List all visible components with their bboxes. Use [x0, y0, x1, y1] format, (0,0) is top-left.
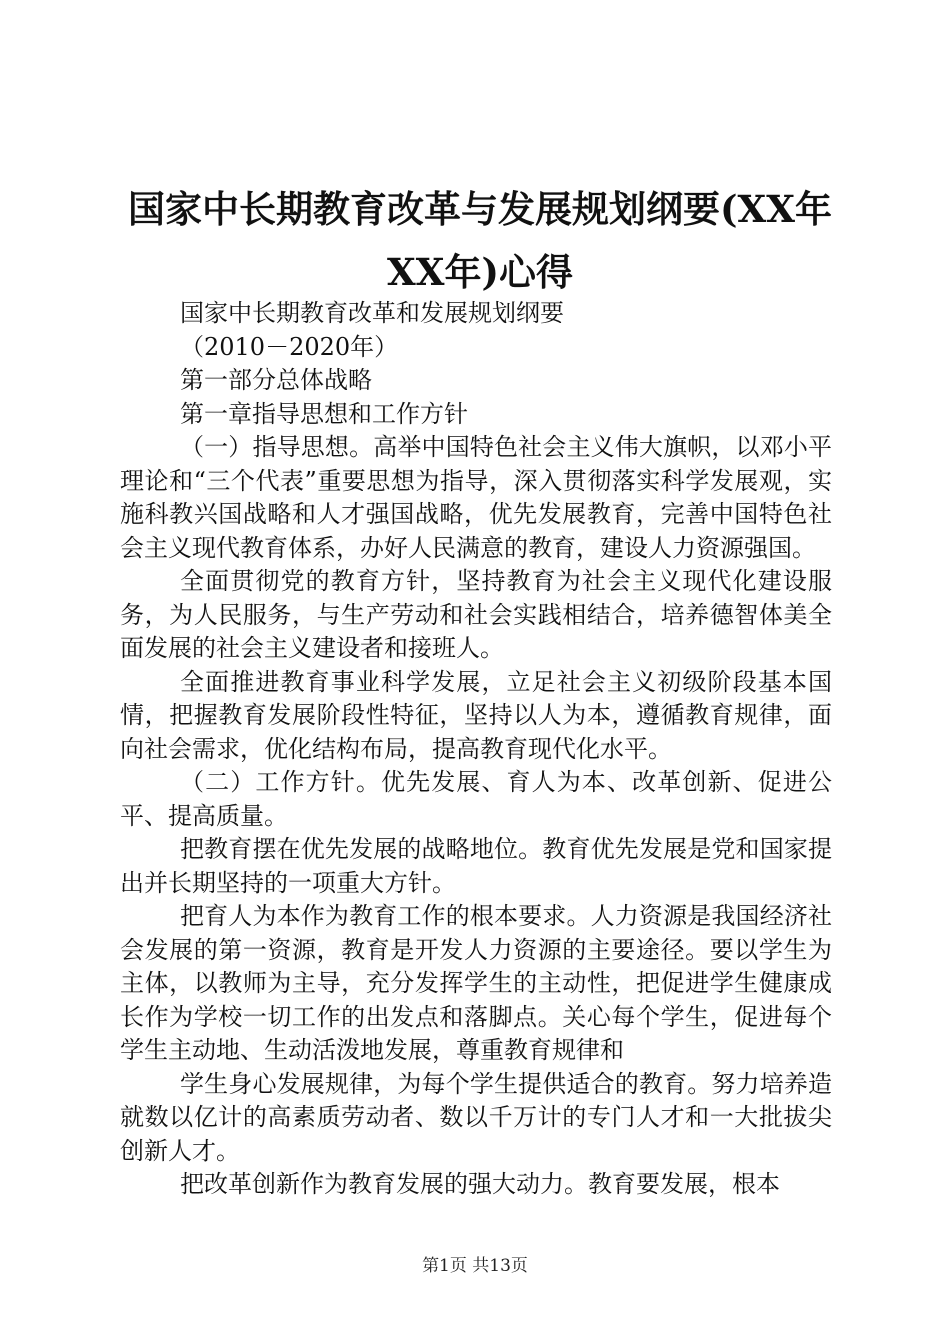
body-paragraph: （一）指导思想。高举中国特色社会主义伟大旗帜，以邓小平理论和“三个代表”重要思想为指导，深入贯彻落实科学发展观，实施科教兴国战略和人才强国战略，优先发展教育，完善中国特色社会主义现代教育体系，办好人民满意的教育，建设人力资源强国。: [120, 433, 832, 562]
body-heading-years: （2010－2020年）: [180, 332, 399, 361]
body-heading-title: 国家中长期教育改革和发展规划纲要: [180, 299, 564, 327]
body-paragraph: 把教育摆在优先发展的战略地位。教育优先发展是党和国家提出并长期坚持的一项重大方针。: [120, 835, 832, 897]
body-heading-chapter: 第一章指导思想和工作方针: [180, 399, 468, 428]
body-paragraph: 把育人为本作为教育工作的根本要求。人力资源是我国经济社会发展的第一资源，教育是开发人力资源的主要途径。要以学生为主体，以教师为主导，充分发挥学生的主动性，把促进学生健康成长作为学校一切工作的出发点和落脚点。关心每个学生，促进每个学生主动地、生动活泼地发展，尊重教育规律和: [120, 902, 832, 1064]
body-paragraph: 把改革创新作为教育发展的强大动力。教育要发展，根本: [180, 1170, 780, 1198]
document-body: [120, 297, 832, 1202]
body-paragraph: 全面推进教育事业科学发展，立足社会主义初级阶段基本国情，把握教育发展阶段性特征，坚持以人为本，遵循教育规律，面向社会需求，优化结构布局，提高教育现代化水平。: [120, 667, 832, 763]
body-paragraph: （二）工作方针。优先发展、育人为本、改革创新、促进公平、提高质量。: [120, 768, 832, 830]
body-paragraph: 全面贯彻党的教育方针，坚持教育为社会主义现代化建设服务，为人民服务，与生产劳动和社会实践相结合，培养德智体美全面发展的社会主义建设者和接班人。: [120, 567, 832, 662]
body-heading-part: 第一部分总体战略: [180, 366, 372, 394]
document-title: 国家中长期教育改革与发展规划纲要(XX年XX年)心得: [128, 187, 832, 294]
body-paragraph: 学生身心发展规律，为每个学生提供适合的教育。努力培养造就数以亿计的高素质劳动者、数以千万计的专门人才和一大批拔尖创新人才。: [120, 1069, 832, 1165]
page-number-footer: 第1页 共13页: [422, 1256, 528, 1276]
